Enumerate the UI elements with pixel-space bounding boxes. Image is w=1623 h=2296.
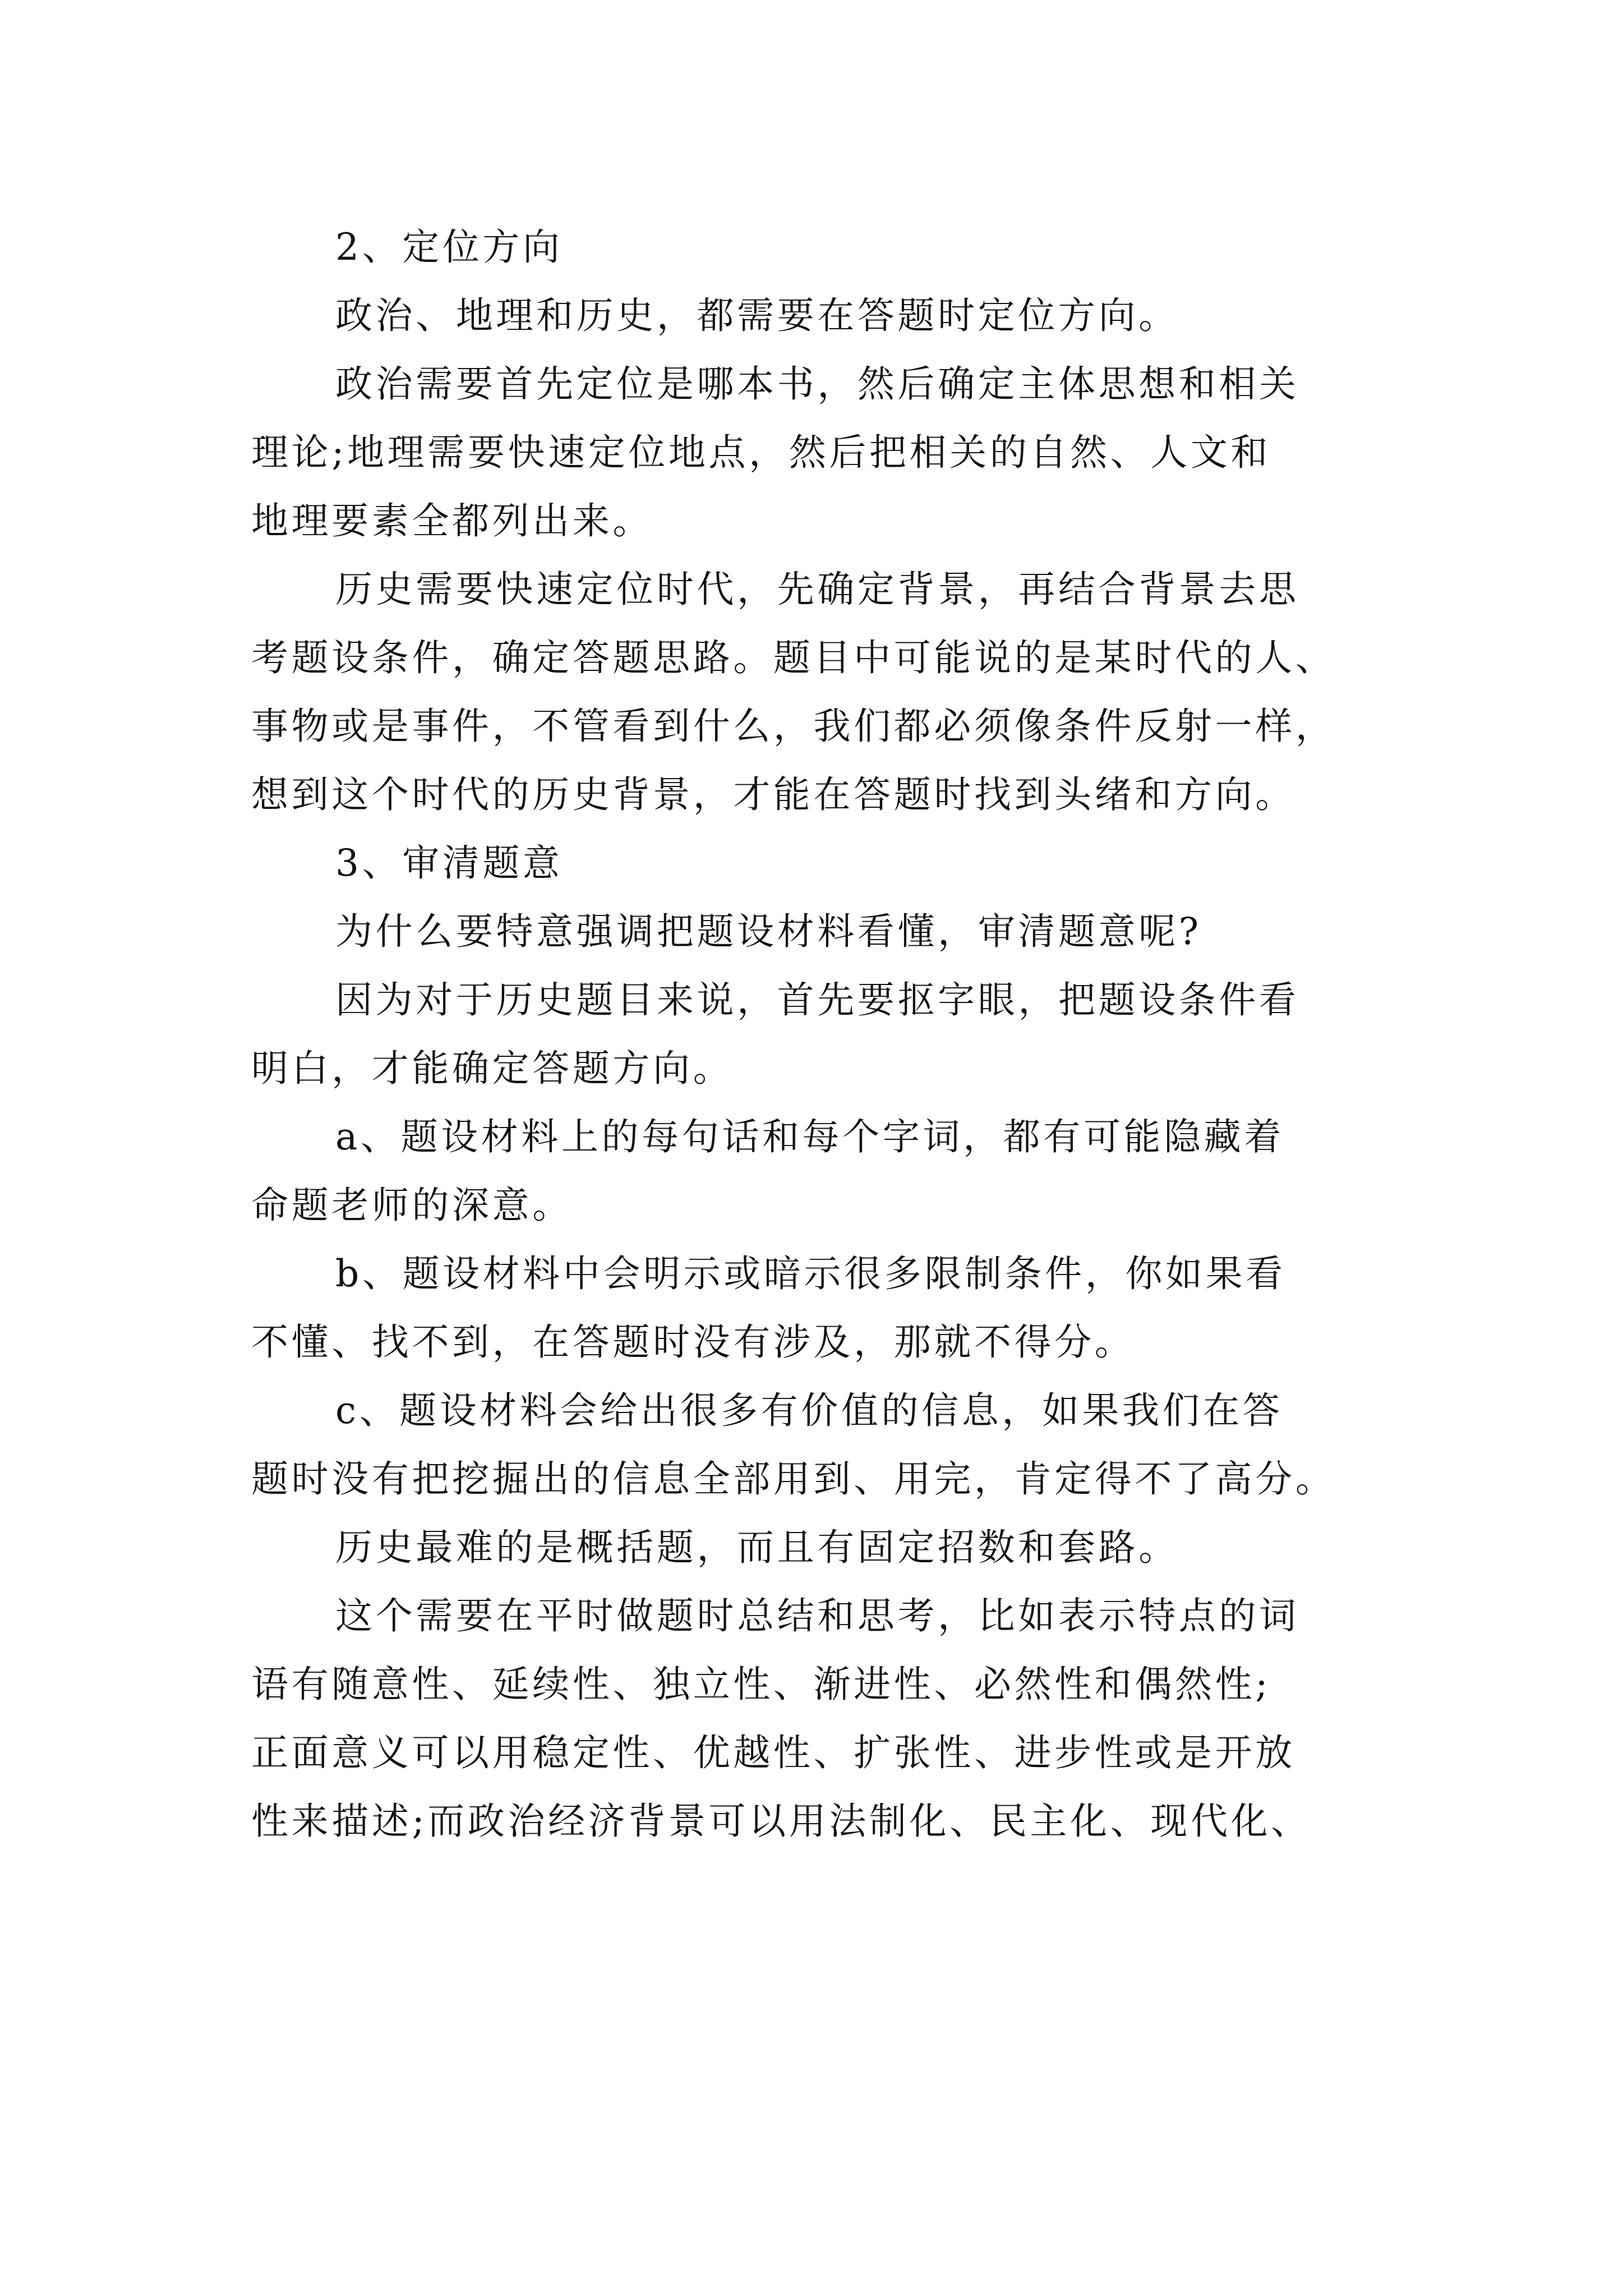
text-line: 命题老师的深意。 — [251, 1184, 573, 1227]
text-line: 为什么要特意强调把题设材料看懂，审清题意呢? — [335, 910, 1202, 953]
document-body — [251, 213, 1401, 1856]
text-line: 地理要素全都列出来。 — [251, 499, 653, 542]
text-line: 不懂、找不到，在答题时没有涉及，那就不得分。 — [251, 1320, 1135, 1364]
text-line: a、题设材料上的每句话和每个字词，都有可能隐藏着 — [335, 1115, 1284, 1158]
text-line: 3、审清题意 — [335, 841, 563, 885]
text-line: 因为对于历史题目来说，首先要抠字眼，把题设条件看 — [335, 978, 1299, 1022]
text-line: 政治、地理和历史，都需要在答题时定位方向。 — [335, 294, 1179, 337]
text-line: 正面意义可以用稳定性、优越性、扩张性、进步性或是开放 — [251, 1731, 1295, 1774]
text-line: 题时没有把挖掘出的信息全部用到、用完，肯定得不了高分。 — [251, 1457, 1336, 1501]
text-line: 历史最难的是概括题，而且有固定招数和套路。 — [335, 1526, 1179, 1569]
text-line: 这个需要在平时做题时总结和思考，比如表示特点的词 — [335, 1594, 1299, 1637]
text-line: 理论;地理需要快速定位地点，然后把相关的自然、人文和 — [251, 431, 1271, 474]
text-line: 事物或是事件，不管看到什么，我们都必须像条件反射一样， — [251, 705, 1336, 748]
text-line: 政治需要首先定位是哪本书，然后确定主体思想和相关 — [335, 362, 1299, 406]
text-line: 历史需要快速定位时代，先确定背景，再结合背景去思 — [335, 568, 1299, 611]
text-line: b、题设材料中会明示或暗示很多限制条件，你如果看 — [335, 1252, 1286, 1295]
text-line: 语有随意性、延续性、独立性、渐进性、必然性和偶然性; — [251, 1663, 1271, 1706]
text-line: 性来描述;而政治经济背景可以用法制化、民主化、现代化、 — [251, 1800, 1311, 1843]
text-line: 考题设条件，确定答题思路。题目中可能说的是某时代的人、 — [251, 636, 1336, 679]
text-line: 2、定位方向 — [335, 226, 563, 269]
text-line: c、题设材料会给出很多有价值的信息，如果我们在答 — [335, 1389, 1283, 1432]
text-line: 明白，才能确定答题方向。 — [251, 1047, 734, 1090]
text-line: 想到这个时代的历史背景，才能在答题时找到头绪和方向。 — [251, 773, 1295, 816]
